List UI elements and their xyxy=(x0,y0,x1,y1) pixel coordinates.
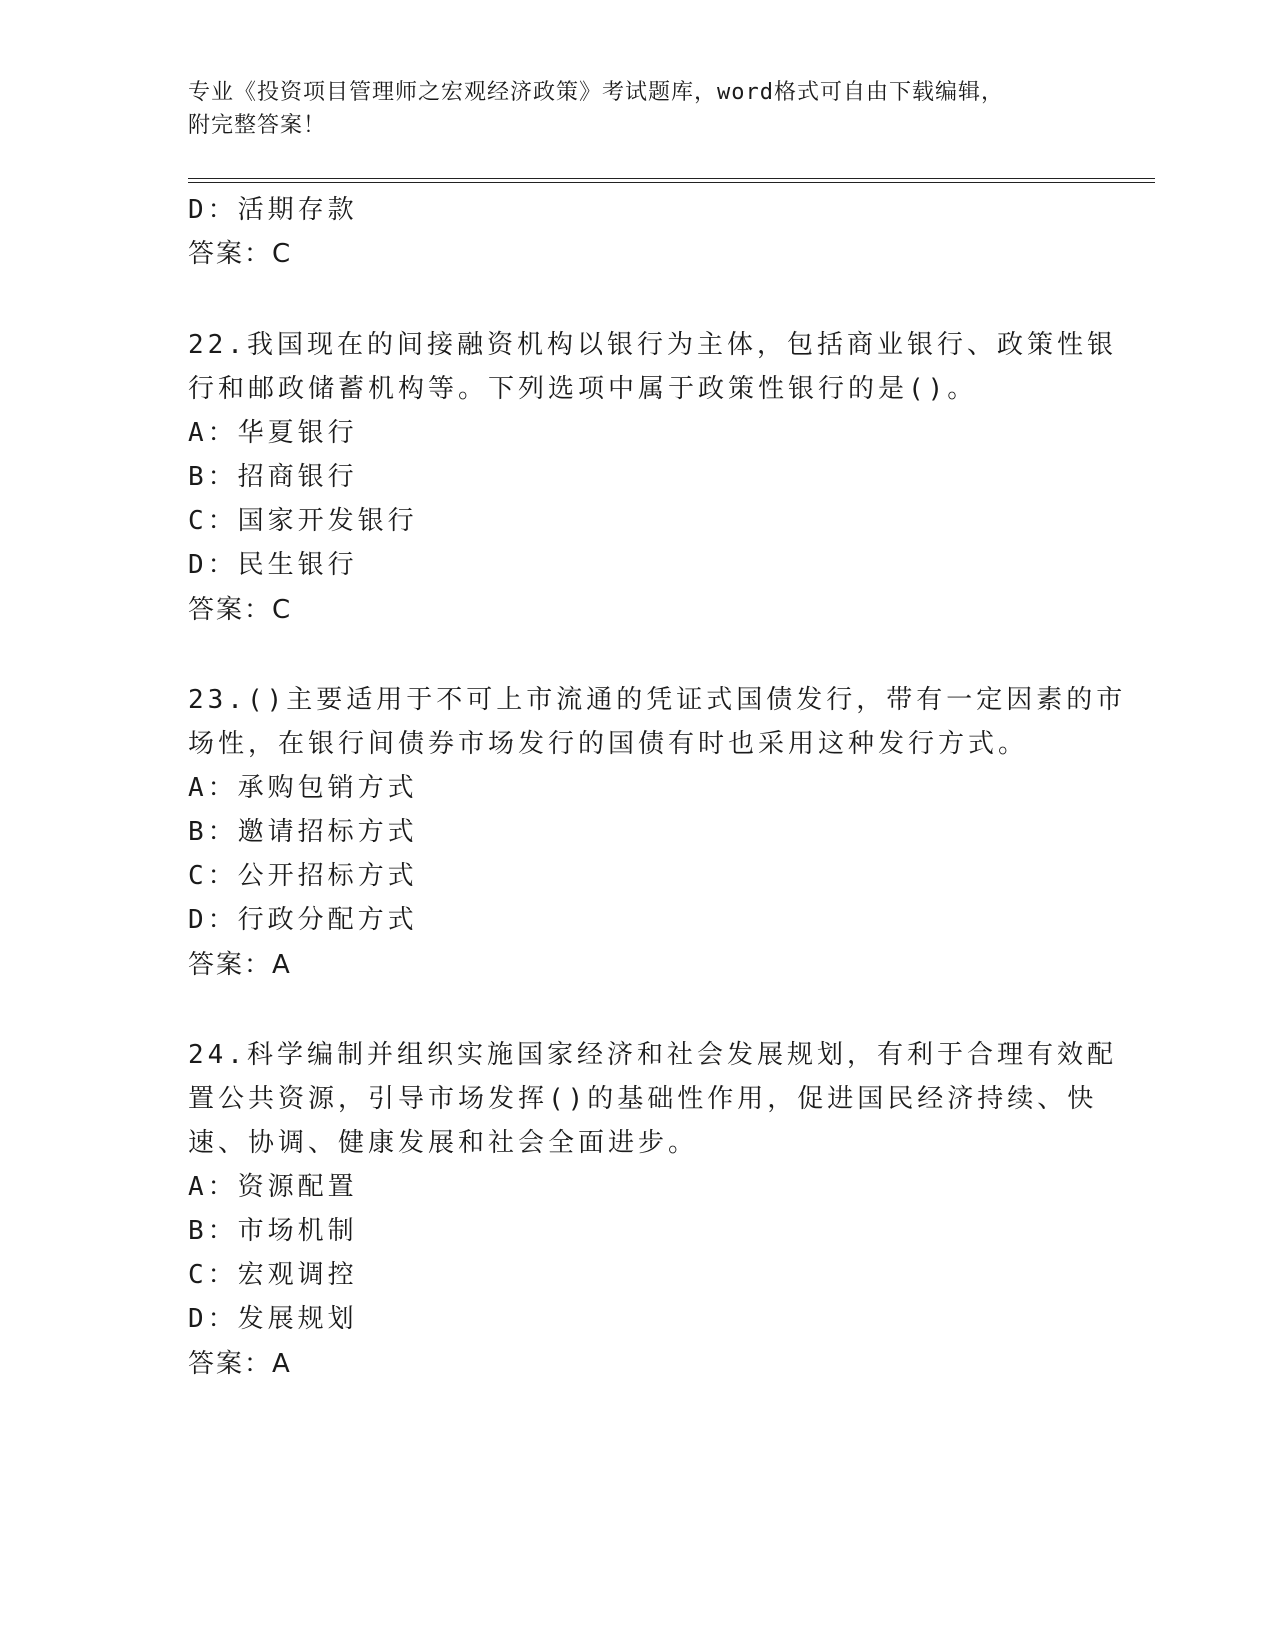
q22-option-c: C：国家开发银行 xyxy=(188,506,418,536)
q21-answer: 答案：C xyxy=(188,239,293,269)
q24-option-d: D：发展规划 xyxy=(188,1304,358,1334)
q22-option-a: A：华夏银行 xyxy=(188,418,358,448)
header-line-1: 专业《投资项目管理师之宏观经济政策》考试题库，word格式可自由下载编辑， xyxy=(188,80,1004,105)
q24-stem-line-1: 24.科学编制并组织实施国家经济和社会发展规划，有利于合理有效配 xyxy=(188,1040,1117,1070)
header-line-2: 附完整答案！ xyxy=(188,113,327,138)
q23-stem-line-2: 场性，在银行间债券市场发行的国债有时也采用这种发行方式。 xyxy=(188,729,1029,759)
q24-answer: 答案：A xyxy=(188,1349,292,1379)
page-header xyxy=(188,76,1088,142)
q23-option-c: C：公开招标方式 xyxy=(188,861,418,891)
q23-option-b: B：邀请招标方式 xyxy=(188,817,418,847)
q21-option-d: D：活期存款 xyxy=(188,195,358,225)
q22-option-b: B：招商银行 xyxy=(188,462,358,492)
q23-answer: 答案：A xyxy=(188,950,292,980)
header-divider xyxy=(188,178,1155,183)
q24-stem-line-3: 速、协调、健康发展和社会全面进步。 xyxy=(188,1128,699,1158)
q23-option-d: D：行政分配方式 xyxy=(188,905,418,935)
q23-stem-line-1: 23.()主要适用于不可上市流通的凭证式国债发行，带有一定因素的市 xyxy=(188,685,1127,715)
q22-answer: 答案：C xyxy=(188,595,293,625)
q23-option-a: A：承购包销方式 xyxy=(188,773,418,803)
q22-option-d: D：民生银行 xyxy=(188,550,358,580)
q24-option-b: B：市场机制 xyxy=(188,1216,358,1246)
q22-stem-line-2: 行和邮政储蓄机构等。下列选项中属于政策性银行的是()。 xyxy=(188,374,978,404)
q24-option-a: A：资源配置 xyxy=(188,1172,358,1202)
q24-stem-line-2: 置公共资源，引导市场发挥()的基础性作用，促进国民经济持续、快 xyxy=(188,1084,1098,1114)
q22-stem-line-1: 22.我国现在的间接融资机构以银行为主体，包括商业银行、政策性银 xyxy=(188,330,1117,360)
q24-option-c: C：宏观调控 xyxy=(188,1260,358,1290)
